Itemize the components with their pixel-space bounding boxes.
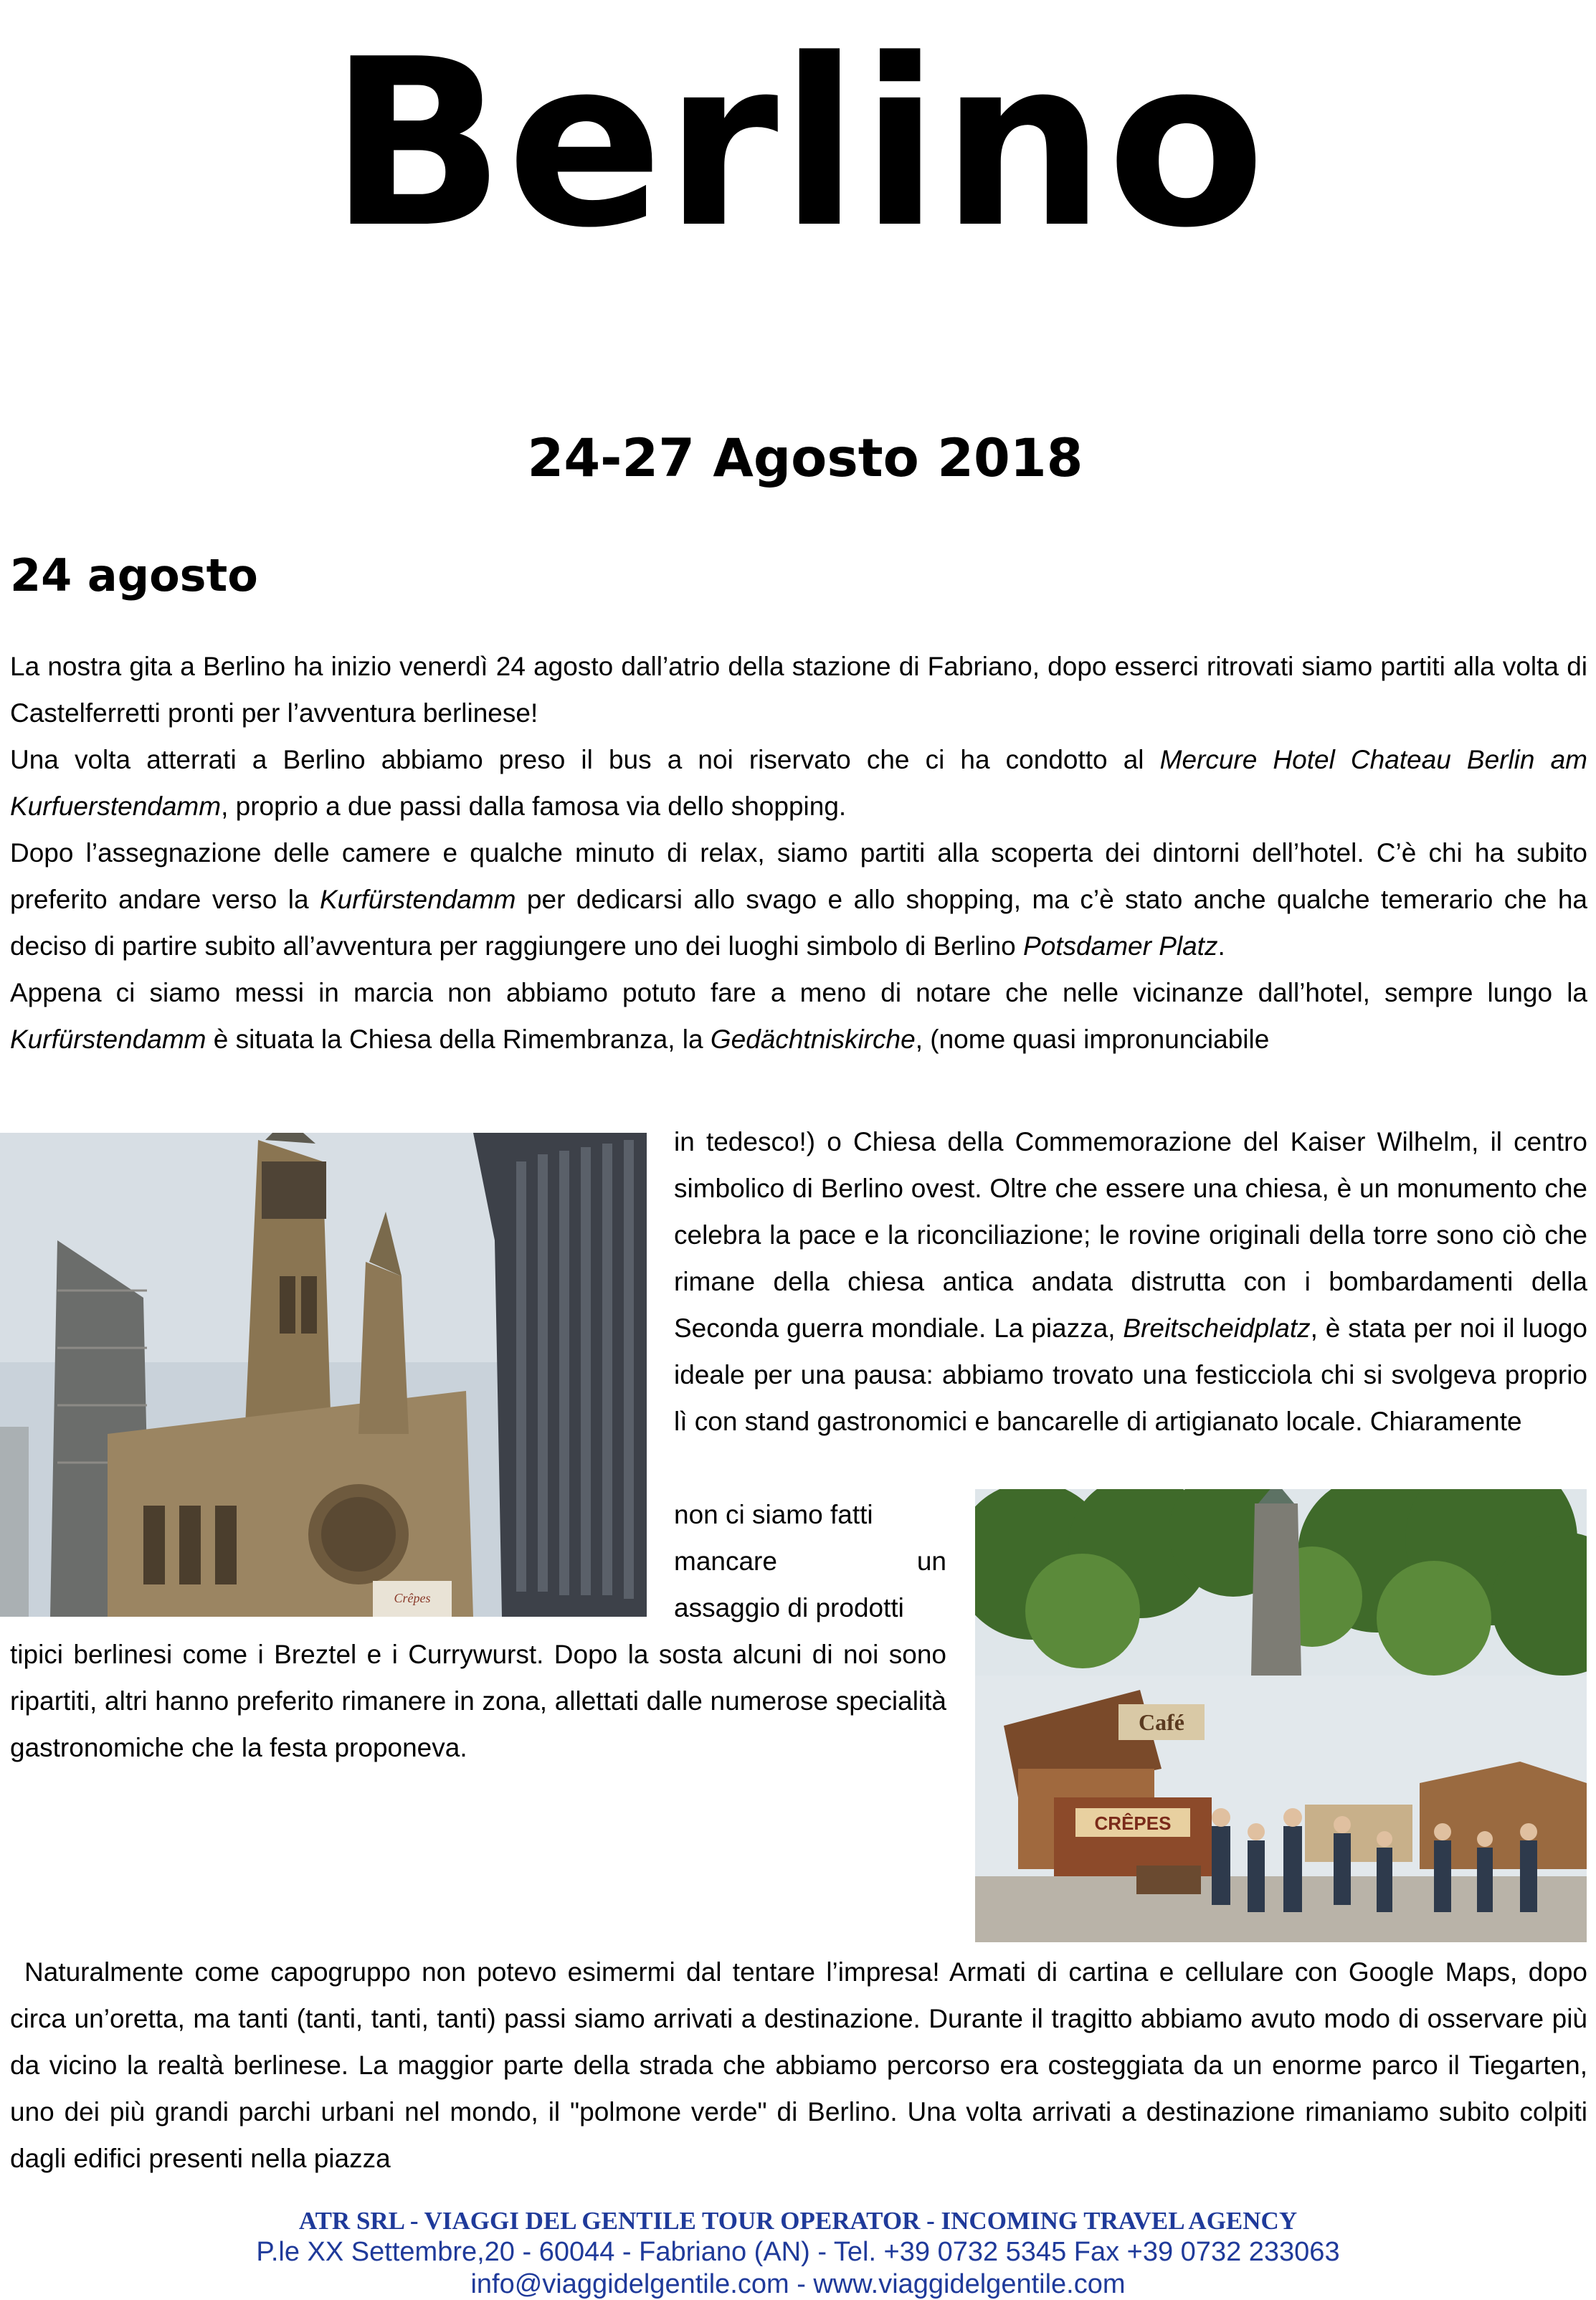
footer-contacts: info@viaggidelgentile.com - www.viaggidelgentile.com <box>470 2269 1126 2299</box>
footer-address: P.le XX Settembre,20 - 60044 - Fabriano (AN) - Tel. +39 0732 5345 Fax +39 0732 233063 <box>256 2237 1340 2267</box>
church-description <box>674 1118 1587 1445</box>
paragraph-1: La nostra gita a Berlino ha inizio venerdì 24 agosto dall’atrio della stazione di Fabriano, dopo esserci ritrovati siamo partiti alla volta di Castelferretti pronti per l’avventura berlinese! <box>10 652 1587 728</box>
trip-dates: 24-27 Agosto 2018 <box>527 428 1083 489</box>
narrow-lines <box>674 1491 946 1631</box>
day-heading: 24 agosto <box>10 549 258 602</box>
paragraph-3: Dopo l’assegnazione delle camere e qualche minuto di relax, siamo partiti alla scoperta dei dintorni dell’hotel. C’è chi ha subito preferito andare verso la Kurfürstendamm per dedicarsi allo svago e allo shopping, ma c’è stato anche qualche temerario che ha deciso di partire subito all’avventura per raggiungere uno dei luoghi simbolo di Berlino Potsdamer Platz. <box>10 838 1587 961</box>
festival-photo <box>975 1489 1587 1942</box>
narrow-line-1: non ci siamo fatti <box>674 1500 873 1529</box>
paragraph-4-continued: in tedesco!) o Chiesa della Commemorazione del Kaiser Wilhelm, il centro simbolico di Berlino ovest. Oltre che essere una chiesa, è un monumento che celebra la pace e la riconciliazione; le rovine originali della torre sono ciò che rimane della chiesa antica andata distrutta con i bombardamenti della Seconda guerra mondiale. La piazza, Breitscheidplatz, è stata per noi il luogo ideale per una pausa: abbiamo trovato una festicciola chi si svolgeva proprio lì con stand gastronomici e bancarelle di artigianato locale. Chiaramente <box>674 1127 1587 1436</box>
paragraph-4-end: tipici berlinesi come i Breztel e i Currywurst. Dopo la sosta alcuni di noi sono ripartiti, altri hanno preferito rimanere in zona, allettati dalle numerose specialità gastronomiche che la festa proponeva. <box>10 1640 946 1762</box>
page-title: Berlino <box>329 9 1267 278</box>
crepes-stand-sign: CRÊPES <box>1094 1812 1172 1834</box>
paragraph-4: Appena ci siamo messi in marcia non abbiamo potuto fare a meno di notare che nelle vicinanze dall’hotel, sempre lungo la Kurfürstendamm è situata la Chiesa della Rimembranza, la Gedächtniskirche, (nome quasi impronunciabile <box>10 978 1587 1054</box>
narrow-line-2: mancare un <box>674 1546 946 1576</box>
paragraph-5-block <box>10 1949 1587 2182</box>
footer-company: ATR SRL - VIAGGI DEL GENTILE TOUR OPERATOR - INCOMING TRAVEL AGENCY <box>298 2207 1298 2235</box>
narrow-line-3: assaggio di prodotti <box>674 1593 904 1622</box>
intro-text <box>10 643 1587 1063</box>
hotel-name: Mercure Hotel Chateau Berlin am Kurfuerstendamm <box>10 745 1587 821</box>
crepes-kiosk-sign: Crêpes <box>394 1591 431 1605</box>
church-photo <box>0 1133 647 1617</box>
cafe-sign: Café <box>1139 1709 1184 1735</box>
paragraph-5: Naturalmente come capogruppo non potevo esimermi dal tentare l’impresa! Armati di cartina e cellulare con Google Maps, dopo circa un’oretta, ma tanti (tanti, tanti, tanti) passi siamo arrivati a destinazione. Durante il tragitto abbiamo avuto modo di osservare più da vicino la realtà berlinese. La maggior parte della strada che abbiamo percorso era costeggiata da un enorme parco il Tiegarten, uno dei più grandi parchi urbani nel mondo, il "polmone verde" di Berlino. Una volta arrivati a destinazione rimaniamo subito colpiti dagli edifici presenti nella piazza <box>10 1957 1587 2173</box>
paragraph-2: Una volta atterrati a Berlino abbiamo preso il bus a noi riservato che ci ha condotto al Mercure Hotel Chateau Berlin am Kurfuerstendamm, proprio a due passi dalla famosa via dello shopping. <box>10 745 1587 821</box>
